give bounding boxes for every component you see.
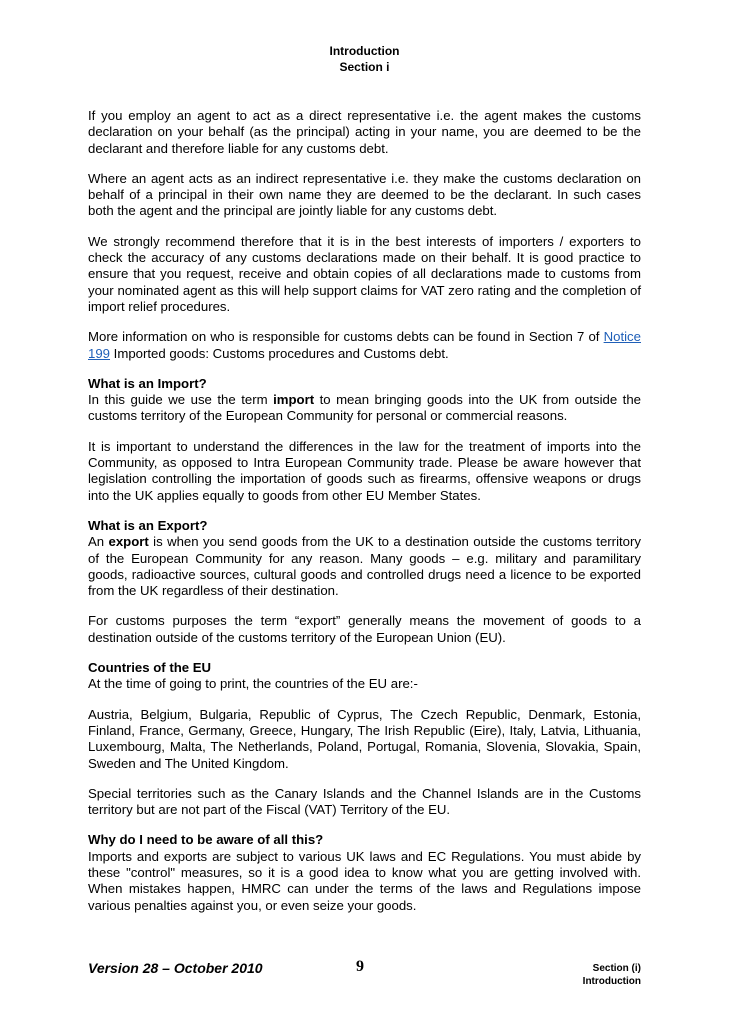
paragraph-indirect-representative: Where an agent acts as an indirect representative i.e. they make the customs declaration on behalf of a principal in their own name they are deemed to be the declarant. In such cases both the agent and the principal are jointly liable for any customs debt. xyxy=(88,170,641,219)
footer-section-title: Introduction xyxy=(582,976,641,987)
paragraph-recommendation: We strongly recommend therefore that it is in the best interests of importers / exporters to check the accuracy of any customs declarations made on their behalf. It is good practice to ensure that you request, receive and obtain copies of all declarations made to customs from your nominated agent as this will help support claims for VAT zero rating and the completion of import relief procedures. xyxy=(88,233,641,314)
header-title: Introduction xyxy=(329,44,400,58)
paragraph-import-law: It is important to understand the differences in the law for the treatment of imports into the Community, as opposed to Intra European Community trade. Please be aware however that legislation controlling the importation of goods such as firearms, offensive weapons or drugs into the UK applies equally to goods from other EU Member States. xyxy=(88,438,641,503)
paragraph-eu-list: Austria, Belgium, Bulgaria, Republic of Cyprus, The Czech Republic, Denmark, Estonia, Finland, France, Germany, Greece, Hungary, The Irish Republic (Eire), Italy, Latvia, Lithuania, Luxembourg, Malta, The Netherlands, Poland, Portugal, Romania, Slovenia, Slovakia, Spain, Sweden and The United Kingdom. xyxy=(88,706,641,771)
page-footer xyxy=(88,958,641,998)
section-export xyxy=(88,518,641,599)
section-why-aware xyxy=(88,832,641,913)
section-import xyxy=(88,376,641,425)
header-section: Section i xyxy=(339,60,390,74)
aware-text: Imports and exports are subject to various UK laws and EC Regulations. You must abide by these "control" measures, so it is a good idea to know what you are getting involved with. When mistakes happen, HMRC can under the terms of the laws and Regulations impose various penalties against you, or even seize your goods. xyxy=(88,848,641,913)
aware-heading: Why do I need to be aware of all this? xyxy=(88,832,324,848)
import-text-start: In this guide we use the term xyxy=(88,392,274,408)
notice-199-link[interactable]: Notice 199 xyxy=(88,329,641,361)
export-text-end: is when you send goods from the UK to a destination outside the customs territory of the European Community for any reason. Many goods – e.g. military and paramilitary goods, radioactive sources, cultural goods and controlled drugs need a licence to be exported from the UK regardless of their destination. xyxy=(88,534,641,599)
footer-version: Version 28 – October 2010 xyxy=(88,960,263,976)
import-heading: What is an Import? xyxy=(88,375,207,391)
body-content xyxy=(88,108,641,928)
footer-section xyxy=(583,962,641,988)
page-number: 9 xyxy=(356,958,364,975)
paragraph-export-definition: For customs purposes the term “export” generally means the movement of goods to a destination outside of the customs territory of the European Union (EU). xyxy=(88,613,641,645)
section-eu-countries xyxy=(88,660,641,693)
eu-intro: At the time of going to print, the countries of the EU are:- xyxy=(88,676,418,692)
footer-section-number: Section (i) xyxy=(592,963,641,974)
export-term: export xyxy=(108,534,149,550)
export-text-start: An xyxy=(88,534,109,550)
page-header xyxy=(0,43,729,75)
export-heading: What is an Export? xyxy=(88,517,208,533)
eu-heading: Countries of the EU xyxy=(88,660,212,676)
paragraph-more-information xyxy=(88,329,641,362)
import-term: import xyxy=(273,392,315,408)
more-info-text-end: Imported goods: Customs procedures and Customs debt. xyxy=(110,345,449,361)
paragraph-direct-representative: If you employ an agent to act as a direct representative i.e. the agent makes the customs declaration on your behalf (as the principal) acting in your name, you are deemed to be the declarant and therefore liable for any customs debt. xyxy=(88,108,641,156)
import-text-end: to mean bringing goods into the UK from outside the customs territory of the European Community for personal or commercial reasons. xyxy=(88,392,641,424)
more-info-text: More information on who is responsible for customs debts can be found in Section 7 of xyxy=(88,329,604,345)
paragraph-special-territories: Special territories such as the Canary Islands and the Channel Islands are in the Customs territory but are not part of the Fiscal (VAT) Territory of the EU. xyxy=(88,785,641,818)
